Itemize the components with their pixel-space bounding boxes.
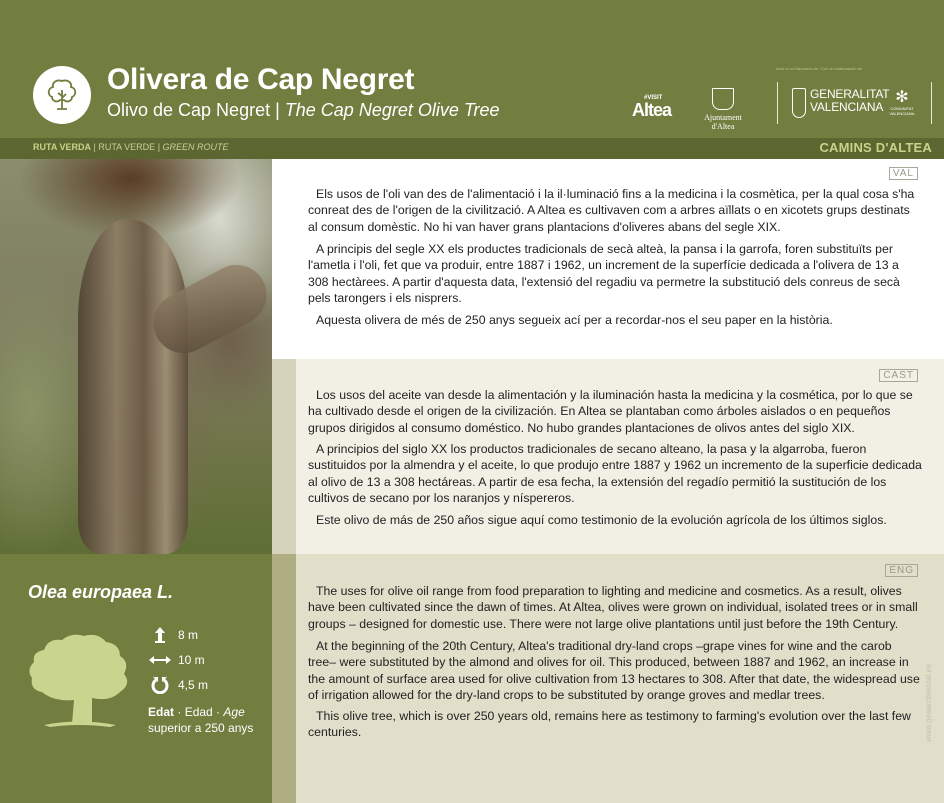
eng-paragraph-3: This olive tree, which is over 250 years old, remains here as testimony to farming's evolution over the last few centuries. xyxy=(308,709,911,740)
stat-perimeter xyxy=(148,672,253,697)
logo-circle xyxy=(33,66,91,124)
camins-brand: CAMINS D'ALTEA xyxy=(819,140,932,155)
coat-of-arms-icon xyxy=(712,88,734,110)
width-value: 10 m xyxy=(178,652,205,667)
route-label xyxy=(33,142,229,152)
section-val xyxy=(296,159,944,359)
comunitat-line1: COMUNITAT xyxy=(890,106,914,111)
age-label-en: Age xyxy=(223,705,245,719)
cast-paragraph-2: A principios del siglo XX los productos tradicionales de secano alteano, la pasa y la algarroba, fueron sustituidos por la almendra y el aceite, lo que produjo entre 1887 y 1962 un incremento de la superficie dedicada al olivo de 13 a 308 hectáreas. A partir de esa fecha, la extensión del regadío permitió la sustitución de los cultivos de secano por los naranjos y níspereros. xyxy=(308,442,922,505)
page-subtitle xyxy=(107,100,500,121)
route-label-es: RUTA VERDE xyxy=(98,142,156,152)
age-dot: · xyxy=(174,705,185,719)
collaboration-text: Amb la col·laboració de / Con la colaboración de xyxy=(776,66,863,71)
eng-strip xyxy=(272,554,296,803)
route-separator: | xyxy=(155,142,163,152)
ajuntament-text: Ajuntament d'Altea xyxy=(704,113,742,131)
route-separator: | xyxy=(91,142,99,152)
species-stats xyxy=(148,622,253,736)
cast-paragraph-3: Este olivo de más de 250 años sigue aquí como testimonio de la evolución agrícola de los últimos siglos. xyxy=(316,513,887,527)
subtitle-es: Olivo de Cap Negret xyxy=(107,100,271,120)
lang-tag-cast: CAST xyxy=(879,369,918,382)
watermark: www.geaambiental.es xyxy=(924,664,933,742)
olive-tree-photo xyxy=(0,159,272,554)
width-arrows-icon xyxy=(148,655,172,665)
visit-altea-text: Altea xyxy=(632,100,672,120)
perimeter-value: 4,5 m xyxy=(178,677,209,692)
photo-trunk xyxy=(78,219,188,554)
tree-icon xyxy=(44,76,80,114)
tree-silhouette-icon xyxy=(24,630,134,730)
route-label-val: RUTA VERDA xyxy=(33,142,91,152)
height-value: 8 m xyxy=(178,627,199,642)
visit-altea-small: #VISIT xyxy=(644,95,663,101)
lang-tag-val: VAL xyxy=(889,167,918,180)
comunitat-valenciana-logo xyxy=(884,90,920,116)
visit-altea-logo xyxy=(632,95,671,119)
val-paragraph-2: A principis del segle XX els productes tradicionals de secà alteà, la pansa i la garrofa, foren substituïts per l'ametla i l'oli, fet que va produir, entre 1887 i 1962, un increment de la superfície dedicada a l'olivera de 13 a 308 hectàrees. A partir d'aquesta data, l'extensió del regadiu va permetre la substitució dels conreus de secà pels tarongers i els nisprers. xyxy=(308,242,900,305)
cast-paragraph-1: Los usos del aceite van desde la alimentación y la iluminación hasta la medicina y la cosmética, por lo que se ha cultivado desde el origen de la civilización. En Altea se plantaban como árboles aislados o en pequeños grupos dirigidos al consumo doméstico. No hubo grandes plantaciones de olivos antes del siglo XIX. xyxy=(308,388,913,435)
section-cast xyxy=(296,359,944,554)
route-label-en: GREEN ROUTE xyxy=(162,142,229,152)
stat-height xyxy=(148,622,253,647)
stat-width xyxy=(148,647,253,672)
val-strip xyxy=(272,159,296,359)
species-name: Olea europaea L. xyxy=(28,582,174,602)
section-eng xyxy=(296,554,944,803)
eng-paragraph-1: The uses for olive oil range from food preparation to lighting and medicine and cosmetics. As a result, olives have been cultivated since the dawn of times. At Altea, olives were grown on individual, isolated trees or in small groups – designed for domestic use. There were not large olive plantations until just before the 19th Century. xyxy=(308,584,918,631)
generalitat-line2: VALENCIANA xyxy=(810,100,884,114)
page-title: Olivera de Cap Negret xyxy=(107,63,415,96)
route-bar xyxy=(0,138,944,159)
lang-tag-eng: ENG xyxy=(885,564,918,577)
val-paragraph-3: Aquesta olivera de més de 250 anys segueix ací per a recordar-nos el seu paper en la història. xyxy=(316,313,833,327)
age-dot: · xyxy=(212,705,224,719)
divider xyxy=(931,82,932,124)
age-label xyxy=(148,704,253,720)
generalitat-line1: GENERALITAT xyxy=(810,87,890,101)
subtitle-separator: | xyxy=(270,100,285,120)
header xyxy=(0,0,944,138)
divider xyxy=(777,82,778,124)
generalitat-logo xyxy=(792,88,889,114)
subtitle-en: The Cap Negret Olive Tree xyxy=(284,100,500,120)
val-paragraph-1: Els usos de l'oli van des de l'alimentació i la il·luminació fins a la medicina i la cosmètica, per la qual cosa s'ha conreat des de l'origen de la civilització. A Altea es cultivaven com a arbres aïllats o en xicotets grups destinats al consum domèstic. No hi van haver grans plantacions d'oliveres abans del segle XIX. xyxy=(308,187,915,234)
age-label-val: Edat xyxy=(148,705,175,719)
age-label-es: Edad xyxy=(184,705,213,719)
age-value: superior a 250 anys xyxy=(148,721,254,735)
palm-tree-icon: ✻ xyxy=(895,89,909,106)
species-panel xyxy=(0,554,272,803)
height-arrow-icon xyxy=(148,626,172,644)
perimeter-circle-icon xyxy=(148,676,172,694)
generalitat-emblem-icon xyxy=(792,88,806,118)
eng-paragraph-2: At the beginning of the 20th Century, Altea's traditional dry-land crops –grape vines for wine and the carob tree– were substituted by the almond and olives for oil. This produced, between 1887 and 1962, an increase in the amount of surface area used for olive cultivation from 13 hectares to 308. After that date, the widespread use of irrigation allowed for the dry-land crops to be substituted by orange groves and medlar trees. xyxy=(308,639,920,702)
comunitat-line2: VALENCIANA xyxy=(889,111,915,116)
cast-strip xyxy=(272,359,296,554)
ajuntament-logo xyxy=(694,88,752,131)
